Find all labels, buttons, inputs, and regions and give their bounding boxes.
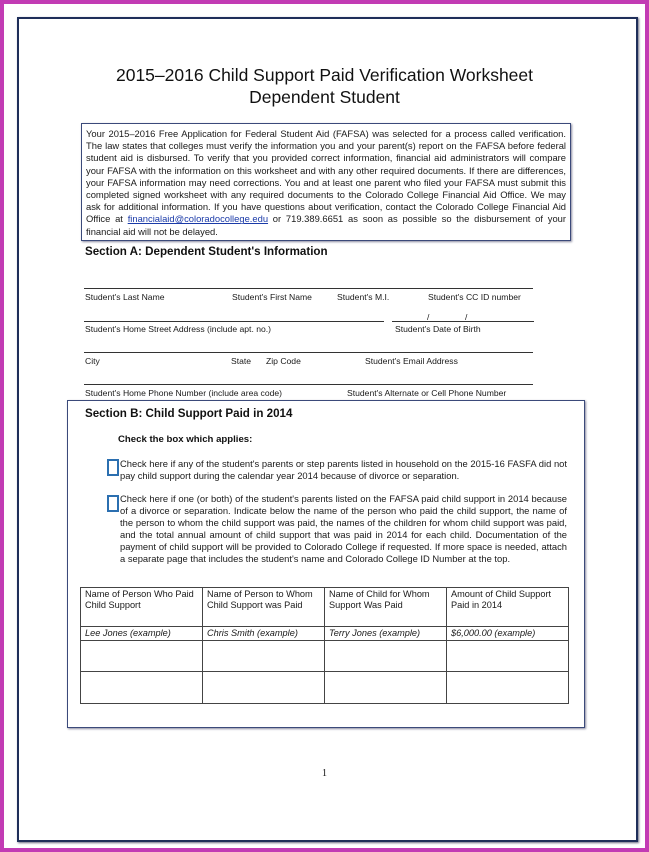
section-b-heading: Section B: Child Support Paid in 2014 — [85, 407, 293, 420]
email-label: Student's Email Address — [365, 356, 458, 366]
child-support-table — [80, 587, 569, 704]
table-cell[interactable] — [325, 672, 447, 704]
header-payee: Name of Person to Whom Child Support was Paid — [203, 588, 325, 627]
example-payee: Chris Smith (example) — [203, 627, 325, 641]
table-cell[interactable] — [81, 641, 203, 672]
header-child: Name of Child for Whom Support Was Paid — [325, 588, 447, 627]
option-no-support-text: Check here if any of the student's parents or step parents listed in household on the 2015-16 FASFA did not pay child support during the calendar year 2014 because of divorce or separation. — [120, 458, 567, 482]
header-amount: Amount of Child Support Paid in 2014 — [447, 588, 569, 627]
home-phone-label: Student's Home Phone Number (include area code) — [85, 388, 283, 398]
table-row — [81, 672, 569, 704]
city-line[interactable] — [84, 352, 533, 353]
check-instruction: Check the box which applies: — [118, 434, 253, 445]
address-line[interactable] — [84, 321, 384, 322]
address-label: Student's Home Street Address (include apt. no.) — [85, 324, 272, 334]
page-title: 2015–2016 Child Support Paid Verification Worksheet — [115, 65, 534, 85]
phone-line[interactable] — [84, 384, 533, 385]
section-a-heading: Section A: Dependent Student's Information — [85, 245, 328, 258]
table-cell[interactable] — [325, 641, 447, 672]
first-name-label: Student's First Name — [232, 292, 312, 302]
example-child: Terry Jones (example) — [325, 627, 447, 641]
cc-id-label: Student's CC ID number — [428, 292, 521, 302]
table-row-example — [81, 627, 569, 641]
intro-text-end: or 719.389.6651 as soon as possible so the disbursement of your financial aid will not be delayed. — [86, 213, 566, 237]
dob-label: Student's Date of Birth — [395, 324, 481, 334]
city-label: City — [85, 356, 100, 366]
intro-text: Your 2015–2016 Free Application for Federal Student Aid (FAFSA) was selected for a process called verification. The law states that colleges must verify the information you and your parent(s) report on the FAFSA before federal student aid is disbursed. To verify that you provided correct information, financial aid administrators will compare your FAFSA with the information on this worksheet and with any other required documents. If there are differences, your FAFSA information may need corrections. You and at least one parent who filed your FAFSA must submit this completed signed worksheet with any required documents to the Colorado College Financial Aid Office. We may ask for additional information. If you have questions about verification, contact the Colorado College Financial Aid Office at — [86, 128, 566, 225]
name-line[interactable] — [84, 288, 533, 289]
page-subtitle: Dependent Student — [249, 87, 400, 107]
checkbox-paid-support[interactable] — [107, 495, 119, 512]
table-cell[interactable] — [203, 641, 325, 672]
checkbox-no-support[interactable] — [107, 459, 119, 476]
table-cell[interactable] — [447, 672, 569, 704]
dob-slash-2: / — [465, 312, 468, 322]
intro-box — [81, 123, 571, 241]
header-payer: Name of Person Who Paid Child Support — [81, 588, 203, 627]
table-header-row — [81, 588, 569, 627]
table-row — [81, 641, 569, 672]
zip-label: Zip Code — [266, 356, 301, 366]
example-amount: $6,000.00 (example) — [447, 627, 569, 641]
example-payer: Lee Jones (example) — [81, 627, 203, 641]
dob-slash-1: / — [427, 312, 430, 322]
alt-phone-label: Student's Alternate or Cell Phone Number — [347, 388, 507, 398]
email-link[interactable]: financialaid@coloradocollege.edu — [127, 213, 269, 225]
option-paid-support-text: Check here if one (or both) of the student's parents listed on the FAFSA paid child support in 2014 because of a divorce or separation. Indicate below the name of the person who paid the child support, the name of the person to whom the child support was paid, the names of the children for whom child support was paid, and the total annual amount of child support that was paid in 2014 for each child. Documentation of the payment of child support will be provided to Colorado College if requested. If more space is needed, attach a separate page that includes the student's name and Colorado College ID Number at the top. — [120, 493, 567, 565]
state-label: State — [231, 356, 252, 366]
table-cell[interactable] — [203, 672, 325, 704]
last-name-label: Student's Last Name — [85, 292, 165, 302]
mi-label: Student's M.I. — [337, 292, 390, 302]
page-number: 1 — [322, 768, 327, 779]
table-cell[interactable] — [447, 641, 569, 672]
dob-line[interactable] — [392, 321, 534, 322]
table-cell[interactable] — [81, 672, 203, 704]
